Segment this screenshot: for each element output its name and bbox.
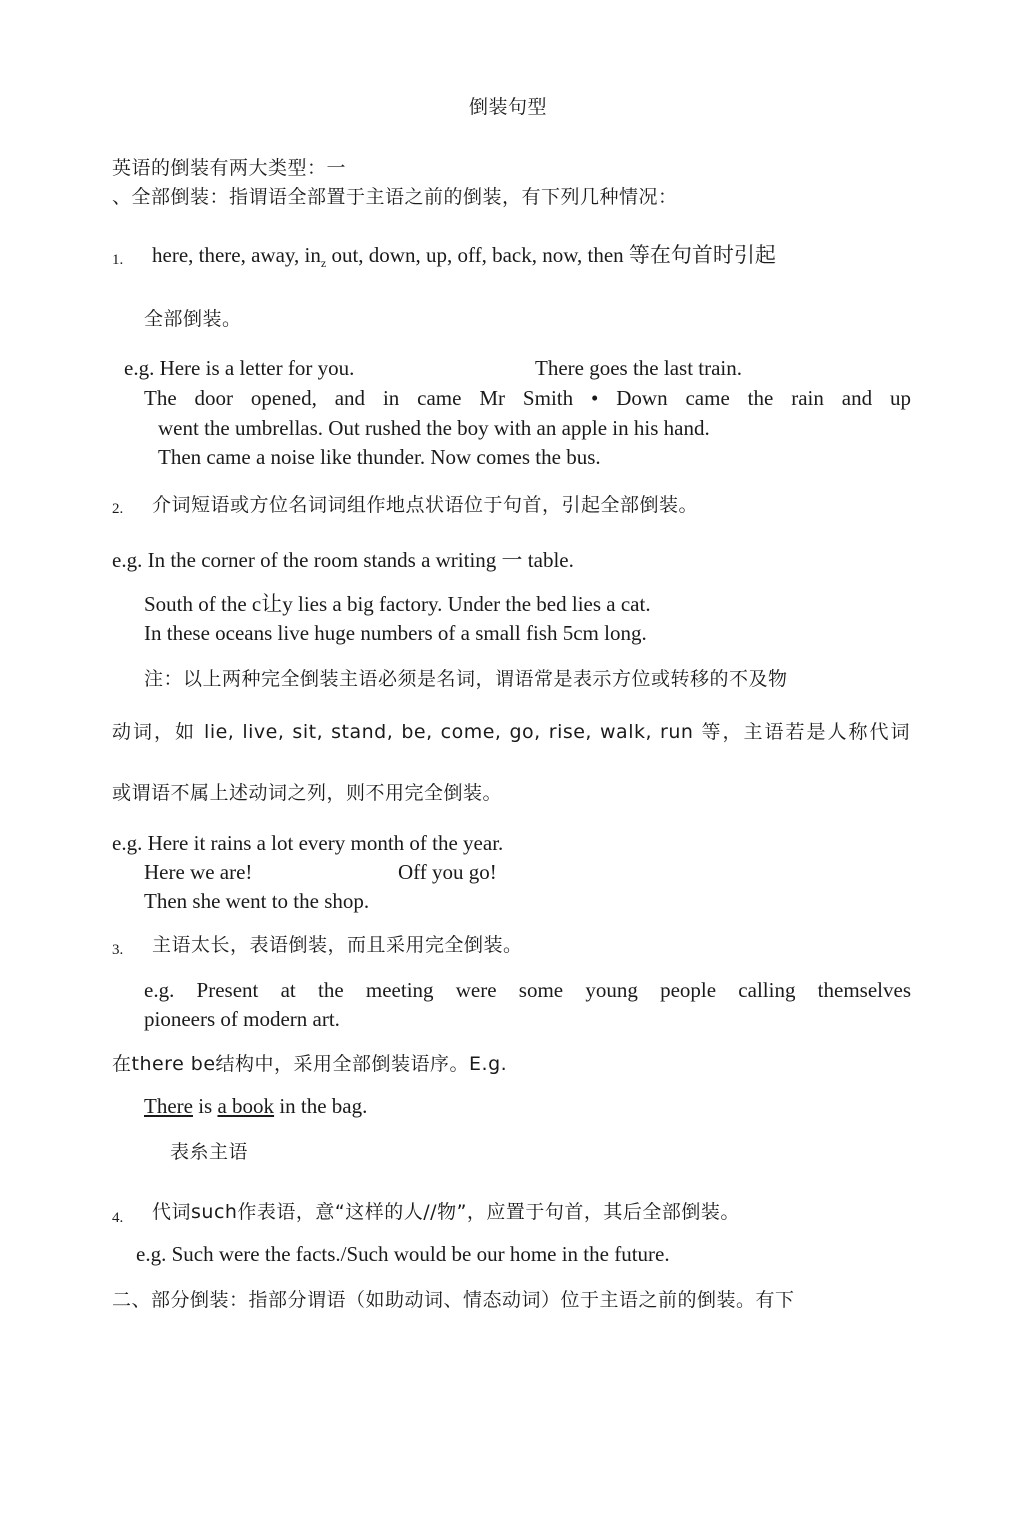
there-be-example-there: There	[144, 1094, 193, 1118]
part-2-heading: 二、部分倒装：指部分谓语（如助动词、情态动词）位于主语之前的倒装。有下	[112, 1289, 795, 1311]
there-be-example-is: is	[192, 1094, 218, 1118]
item-1-example-1a: e.g. Here is a letter for you.	[124, 356, 355, 380]
item-1-continuation: 全部倒装。	[144, 308, 242, 330]
item-3-example-1: e.g. Present at the meeting were some young people calling themselves	[144, 978, 911, 1002]
item-1-text-sub: z	[320, 256, 327, 271]
item-2-example-5b: Off you go!	[398, 860, 497, 884]
item-1-example-3: went the umbrellas. Out rushed the boy with an apple in his hand.	[158, 416, 710, 440]
item-1-example-4: Then came a noise like thunder. Now comes the bus.	[158, 445, 601, 469]
grammar-labels: 表糸主语	[170, 1141, 249, 1163]
there-be-example-rest: in the bag.	[274, 1094, 368, 1118]
intro-line-2: 、全部倒装：指谓语全部置于主语之前的倒装，有下列几种情况：	[112, 186, 678, 208]
item-1-example-1b: There goes the last train.	[535, 356, 743, 380]
item-1-text-a: here, there, away, in	[152, 243, 321, 267]
item-1-number: 1.	[112, 252, 124, 268]
item-1-text-b: out, down, up, off, back, now, then 等在句首时引起	[326, 243, 776, 267]
item-4-number: 4.	[112, 1210, 124, 1226]
note-line-3: 或谓语不属上述动词之列，则不用完全倒装。	[112, 782, 503, 804]
item-2-example-3: In these oceans live huge numbers of a small fish 5cm long.	[144, 621, 647, 645]
item-1-example-2: The door opened, and in came Mr Smith • Down came the rain and up	[144, 386, 911, 410]
note-line-2: 动词，如 lie, live, sit, stand, be, come, go, rise, walk, run 等，主语若是人称代词	[112, 721, 910, 743]
item-2-number: 2.	[112, 501, 124, 517]
note-line-1: 注：以上两种完全倒装主语必须是名词，谓语常是表示方位或转移的不及物	[144, 668, 788, 690]
item-2-example-2: South of the c让y lies a big factory. Under the bed lies a cat.	[144, 592, 651, 616]
intro-line-1: 英语的倒装有两大类型：一	[112, 157, 347, 179]
there-be-line: 在there be结构中，采用全部倒装语序。E.g.	[112, 1053, 508, 1075]
there-be-example	[144, 1094, 367, 1118]
item-3-example-2: pioneers of modern art.	[144, 1007, 340, 1031]
item-2-example-6: Then she went to the shop.	[144, 889, 370, 913]
item-4-example-1: e.g. Such were the facts./Such would be our home in the future.	[136, 1242, 670, 1266]
item-3-number: 3.	[112, 942, 124, 958]
item-2-example-5a: Here we are!	[144, 860, 253, 884]
page-title: 倒装句型	[469, 96, 548, 118]
item-2-example-4: e.g. Here it rains a lot every month of the year.	[112, 831, 504, 855]
item-3-text: 主语太长，表语倒装，而且采用完全倒装。	[152, 934, 523, 956]
item-2-example-1: e.g. In the corner of the room stands a writing 一 table.	[112, 548, 574, 572]
item-4-text: 代词such作表语，意“这样的人//物”，应置于句首，其后全部倒装。	[152, 1201, 740, 1223]
item-1-text	[152, 243, 776, 275]
item-2-text: 介词短语或方位名词词组作地点状语位于句首，引起全部倒装。	[152, 494, 699, 516]
there-be-example-book: a book	[217, 1094, 275, 1118]
